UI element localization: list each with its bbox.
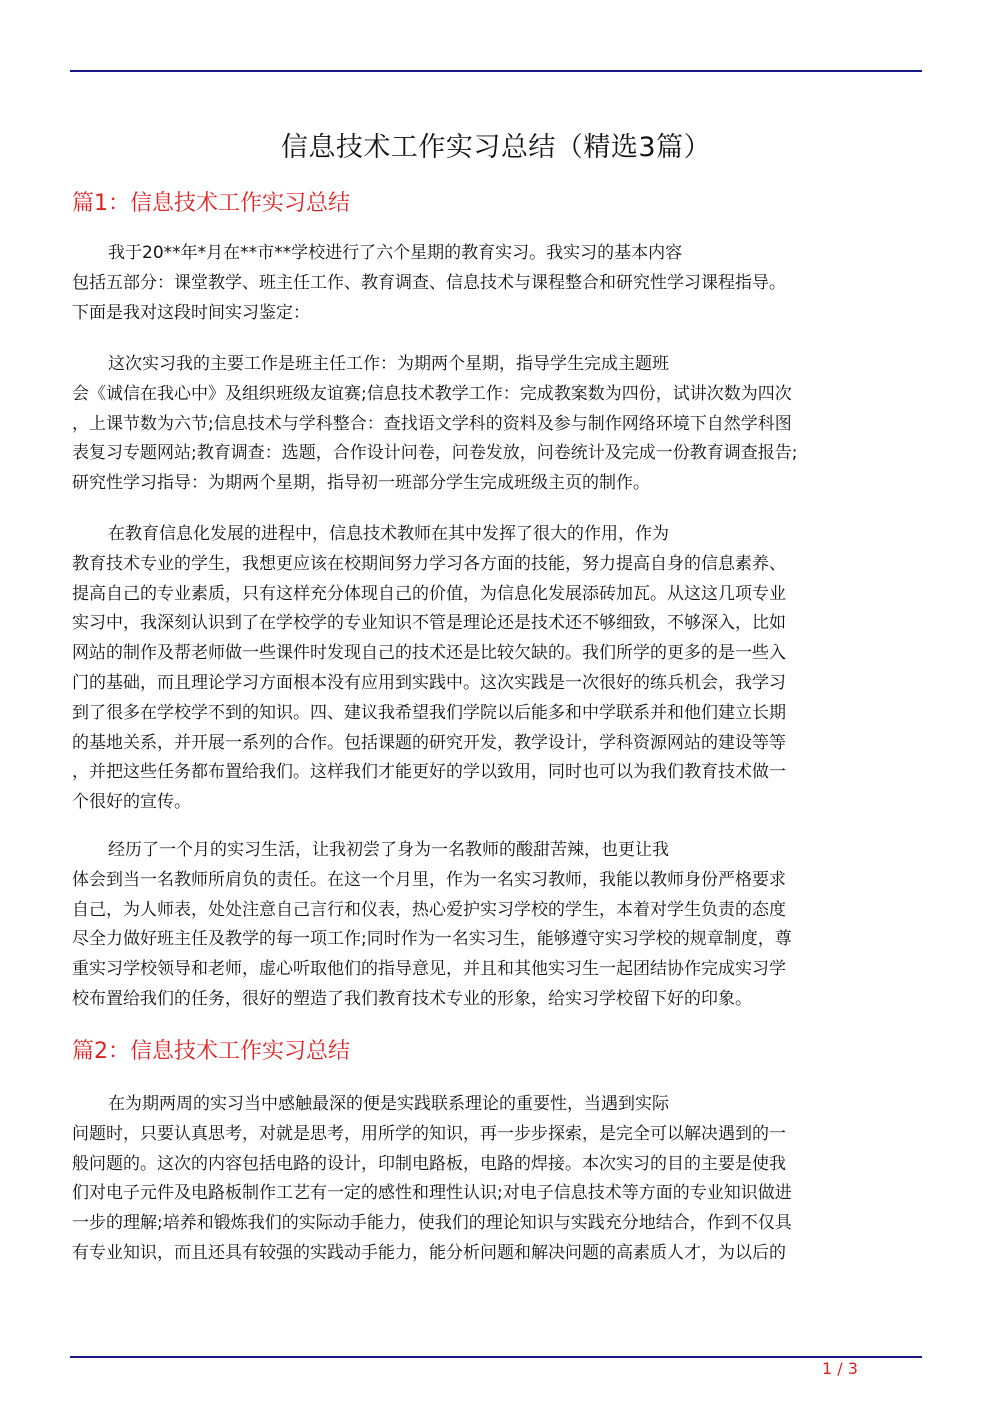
text-line: 提高自己的专业素质，只有这样充分体现自己的价值，为信息化发展添砖加瓦。从这这几项专业 (72, 583, 786, 604)
text-line: 个很好的宣传。 (72, 792, 191, 813)
text-line: 下面是我对这段时间实习鉴定： (72, 302, 310, 323)
text-line: 在为期两周的实习当中感触最深的便是实践联系理论的重要性，当遇到实际 (108, 1094, 669, 1114)
text-line: 会《诚信在我心中》及组织班级友谊赛;信息技术教学工作：完成教案数为四份，试讲次数为四次 (72, 383, 792, 404)
section-1-paragraph-4 (72, 836, 922, 1015)
text-line: 般问题的。这次的内容包括电路的设计，印制电路板，电路的焊接。本次实习的目的主要是使我 (72, 1153, 786, 1174)
text-line: ，并把这些任务都布置给我们。这样我们才能更好的学以致用，同时也可以为我们教育技术做一 (72, 762, 786, 783)
text-line: 们对电子元件及电路板制作工艺有一定的感性和理性认识;对电子信息技术等方面的专业知识做进 (72, 1183, 792, 1204)
text-line: 在教育信息化发展的进程中，信息技术教师在其中发挥了很大的作用，作为 (108, 524, 669, 544)
text-line: 教育技术专业的学生，我想更应该在校期间努力学习各方面的技能，努力提高自身的信息素养、 (72, 553, 786, 574)
section-1-paragraph-2 (72, 350, 922, 499)
text-line: 体会到当一名教师所肩负的责任。在这一个月里，作为一名实习教师，我能以教师身份严格要求 (72, 869, 786, 890)
text-line: 校布置给我们的任务，很好的塑造了我们教育技术专业的形象，给实习学校留下好的印象。 (72, 988, 752, 1009)
text-line: 尽全力做好班主任及教学的每一项工作;同时作为一名实习生，能够遵守实习学校的规章制度，尊 (72, 929, 792, 950)
text-line: 有专业知识，而且还具有较强的实践动手能力，能分析问题和解决问题的高素质人才，为以后的 (72, 1242, 786, 1263)
text-line: 表复习专题网站;教育调查：选题，合作设计问卷，问卷发放，问卷统计及完成一份教育调查报告; (72, 443, 798, 464)
text-line: 包括五部分：课堂教学、班主任工作、教育调查、信息技术与课程整合和研究性学习课程指导。 (72, 272, 786, 293)
text-line: 一步的理解;培养和锻炼我们的实际动手能力，使我们的理论知识与实践充分地结合，作到不仅具 (72, 1213, 792, 1234)
section-1-paragraph-3 (72, 520, 922, 818)
text-line: 重实习学校领导和老师，虚心听取他们的指导意见，并且和其他实习生一起团结协作完成实习学 (72, 959, 786, 980)
bottom-rule (70, 1356, 922, 1358)
section-2-paragraph-1 (72, 1090, 922, 1269)
document-title: 信息技术工作实习总结（精选3篇） (280, 132, 712, 163)
text-line: 问题时，只要认真思考，对就是思考，用所学的知识，再一步步探索，是完全可以解决遇到的一 (72, 1123, 786, 1144)
section-2-heading: 篇2：信息技术工作实习总结 (72, 1039, 350, 1064)
text-line: 的基地关系，并开展一系列的合作。包括课题的研究开发，教学设计，学科资源网站的建设等等 (72, 732, 786, 753)
section-1-paragraph-1 (72, 239, 922, 328)
page-indicator: 1 / 3 (822, 1359, 858, 1378)
section-1-heading: 篇1：信息技术工作实习总结 (72, 191, 350, 216)
text-line: 这次实习我的主要工作是班主任工作：为期两个星期，指导学生完成主题班 (108, 354, 669, 374)
text-line: 我于20**年*月在**市**学校进行了六个星期的教育实习。我实习的基本内容 (108, 243, 683, 263)
text-line: 自己，为人师表，处处注意自己言行和仪表，热心爱护实习学校的学生，本着对学生负责的态度 (72, 899, 786, 920)
text-line: 门的基础，而且理论学习方面根本没有应用到实践中。这次实践是一次很好的练兵机会，我学习 (72, 672, 786, 693)
text-line: ，上课节数为六节;信息技术与学科整合：查找语文学科的资料及参与制作网络环境下自然学科图 (72, 413, 792, 434)
text-line: 经历了一个月的实习生活，让我初尝了身为一名教师的酸甜苦辣，也更让我 (108, 840, 669, 860)
text-line: 实习中，我深刻认识到了在学校学的专业知识不管是理论还是技术还不够细致，不够深入，比如 (72, 613, 786, 634)
text-line: 到了很多在学校学不到的知识。四、建议我希望我们学院以后能多和中学联系并和他们建立长期 (72, 702, 786, 723)
text-line: 研究性学习指导：为期两个星期，指导初一班部分学生完成班级主页的制作。 (72, 473, 650, 494)
text-line: 网站的制作及帮老师做一些课件时发现自己的技术还是比较欠缺的。我们所学的更多的是一些入 (72, 643, 786, 664)
top-rule (70, 70, 922, 72)
